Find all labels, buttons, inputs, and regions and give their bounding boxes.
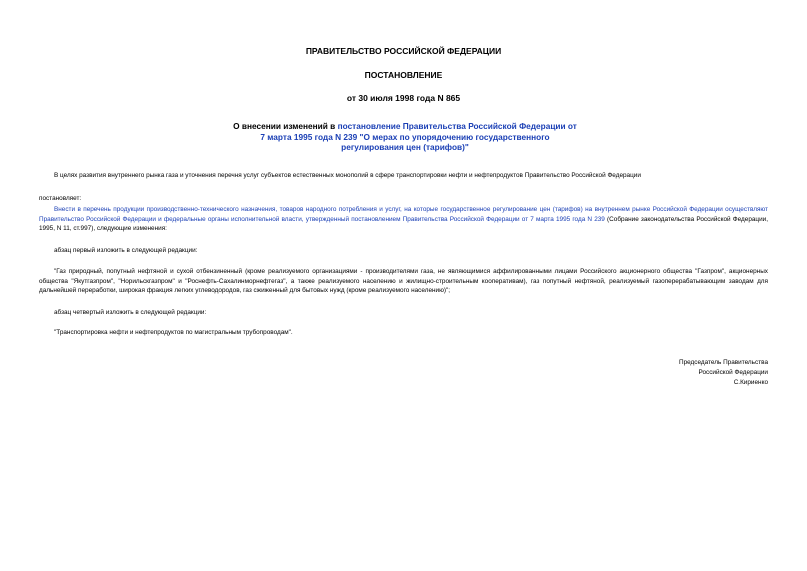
paragraph-resolves: постановляет: [39,195,82,202]
signature-block [568,358,768,387]
document-type-heading: ПОСТАНОВЛЕНИЕ [364,70,443,80]
paragraph-preamble: В целях развития внутреннего рынка газа и уточнения перечня услуг субъектов естественных монополий в сфере транспортировки нефти и нефтепродуктов Правительство Российской Федерации [54,172,641,179]
paragraph-amendment [39,205,768,234]
title-prefix: О внесении изменений в [233,121,338,131]
amendment-link[interactable]: Внести в перечень продукции производственно-технического назначения, товаров народного потребления и услуг, на которые государственное регулирование цен (тарифов) на внутреннем рынке Российской Федерации осуществляют Правительство Российской Федерации и федеральные органы исполнительной власти, утвержденный постановлением Правительства Российской Федерации от 7 марта 1995 года N 239 [39,206,768,223]
title-link[interactable]: постановление Правительства Российской Федерации от 7 марта 1995 года N 239 "О мерах по упорядочению государственного регулирования цен (тарифов)" [260,121,577,152]
signature-title: Председатель Правительства [679,359,768,366]
paragraph-transport: "Транспортировка нефти и нефтепродуктов по магистральным трубопроводам". [54,329,293,336]
paragraph-gas-definition: "Газ природный, попутный нефтяной и сухой отбензиненный (кроме реализуемого организациями - производителями газа, не являющимися аффилированными лицами Российского акционерного общества "Газпром", акционерных общества "Якутгазпром", "Норильскгазпром" и "Роснефть-Сахалинморнефтегаз", а также реализуемого населению и жилищно-строительным кооперативам), газ попутный нефтяной, реализуемый газоперерабатывающим заводам для дальнейшей переработки, широкая фракция легких углеводородов, газ сжиженный для бытовых нужд (кроме реализуемого населению)"; [39,268,768,294]
amendment-rest: (Собрание законодательства Российской Федерации, 1995, N 11, ст.997), следующие изменения: [39,215,769,232]
document-title [230,121,580,153]
signature-name: С.Кириенко [733,378,768,386]
paragraph-first-item: абзац первый изложить в следующей редакции: [54,247,198,254]
date-number-heading: от 30 июля 1998 года N 865 [346,93,461,103]
signature-org: Российской Федерации [698,368,768,376]
paragraph-fourth-item: абзац четвертый изложить в следующей редакции: [54,309,207,316]
government-heading: ПРАВИТЕЛЬСТВО РОССИЙСКОЙ ФЕДЕРАЦИИ [305,46,502,56]
